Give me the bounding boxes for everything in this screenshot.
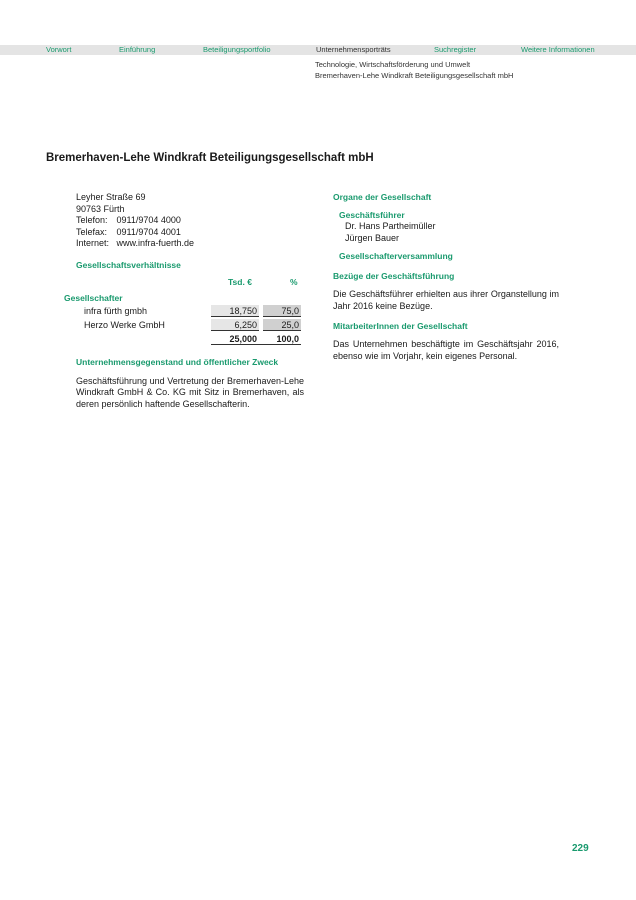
fax-line <box>76 227 304 239</box>
shareholders-subheading: Gesellschafter <box>64 292 123 303</box>
shareholder-name: infra fürth gmbh <box>84 305 148 316</box>
purpose-heading: Unternehmensgegenstand und öffentlicher Zweck <box>76 356 279 367</box>
address-city: 90763 Fürth <box>76 203 125 214</box>
breadcrumb-company: Bremerhaven-Lehe Windkraft Beteiligungsgesellschaft mbH <box>315 71 514 80</box>
manager-name: Jürgen Bauer <box>345 232 400 243</box>
col-header-pct: % <box>290 276 298 287</box>
address-street: Leyher Straße 69 <box>76 192 146 202</box>
organs-heading: Organe der Gesellschaft <box>333 192 432 202</box>
fax-label: Telefax: <box>76 226 108 237</box>
staff-text: Das Unternehmen beschäftigte im Geschäftsjahr 2016, ebenso wie im Vorjahr, kein eigenes Personal. <box>333 339 559 361</box>
staff-heading: MitarbeiterInnen der Gesellschaft <box>333 321 468 331</box>
ownership-table <box>64 276 304 347</box>
assembly-heading: Gesellschafterversammlung <box>339 251 453 261</box>
web-link[interactable]: www.infra-fuerth.de <box>116 238 195 248</box>
top-nav <box>0 45 636 55</box>
nav-item-suchregister[interactable]: Suchregister <box>434 45 477 54</box>
total-value: 25,000 <box>229 333 257 344</box>
nav-item-einfuehrung[interactable]: Einführung <box>119 45 156 54</box>
nav-item-unternehmensportraets[interactable]: Unternehmensporträts <box>316 45 391 54</box>
management-heading: Geschäftsführer <box>339 210 405 220</box>
manager-name: Dr. Hans Partheimüller <box>345 221 436 231</box>
shareholder-value: 6,250 <box>211 319 259 331</box>
right-column <box>333 192 559 362</box>
shareholder-pct: 75,0 <box>263 305 301 317</box>
shareholder-value: 18,750 <box>211 305 259 317</box>
shareholder-pct: 25,0 <box>263 319 301 331</box>
compensation-heading: Bezüge der Geschäftsführung <box>333 271 455 281</box>
total-pct: 100,0 <box>276 333 299 344</box>
web-line <box>76 238 304 250</box>
page-title: Bremerhaven-Lehe Windkraft Beteiligungsgesellschaft mbH <box>46 152 374 164</box>
shareholder-name: Herzo Werke GmbH <box>84 319 165 330</box>
phone-line <box>76 215 304 227</box>
nav-item-beteiligungsportfolio[interactable]: Beteiligungsportfolio <box>203 45 271 54</box>
breadcrumb <box>315 59 513 81</box>
page-number: 229 <box>572 843 589 854</box>
address-block <box>76 192 304 250</box>
nav-item-weitere-informationen[interactable]: Weitere Informationen <box>521 45 595 54</box>
compensation-text: Die Geschäftsführer erhielten aus ihrer Organstellung im Jahr 2016 keine Bezüge. <box>333 289 559 311</box>
purpose-text: Geschäftsführung und Vertretung der Bremerhaven-Lehe Windkraft GmbH & Co. KG mit Sitz in Bremerhaven, als deren persönlich haftende Gesellschafterin. <box>76 375 304 409</box>
web-label: Internet: <box>76 238 110 248</box>
nav-item-vorwort[interactable]: Vorwort <box>46 45 72 54</box>
col-header-tsd: Tsd. € <box>228 276 252 287</box>
breadcrumb-section: Technologie, Wirtschaftsförderung und Umwelt <box>315 60 471 69</box>
ownership-heading: Gesellschaftsverhältnisse <box>76 259 181 270</box>
total-divider <box>211 344 301 345</box>
phone-value: 0911/9704 4000 <box>116 215 181 225</box>
left-column <box>64 192 304 410</box>
fax-value: 0911/9704 4001 <box>116 226 181 237</box>
phone-label: Telefon: <box>76 215 108 225</box>
